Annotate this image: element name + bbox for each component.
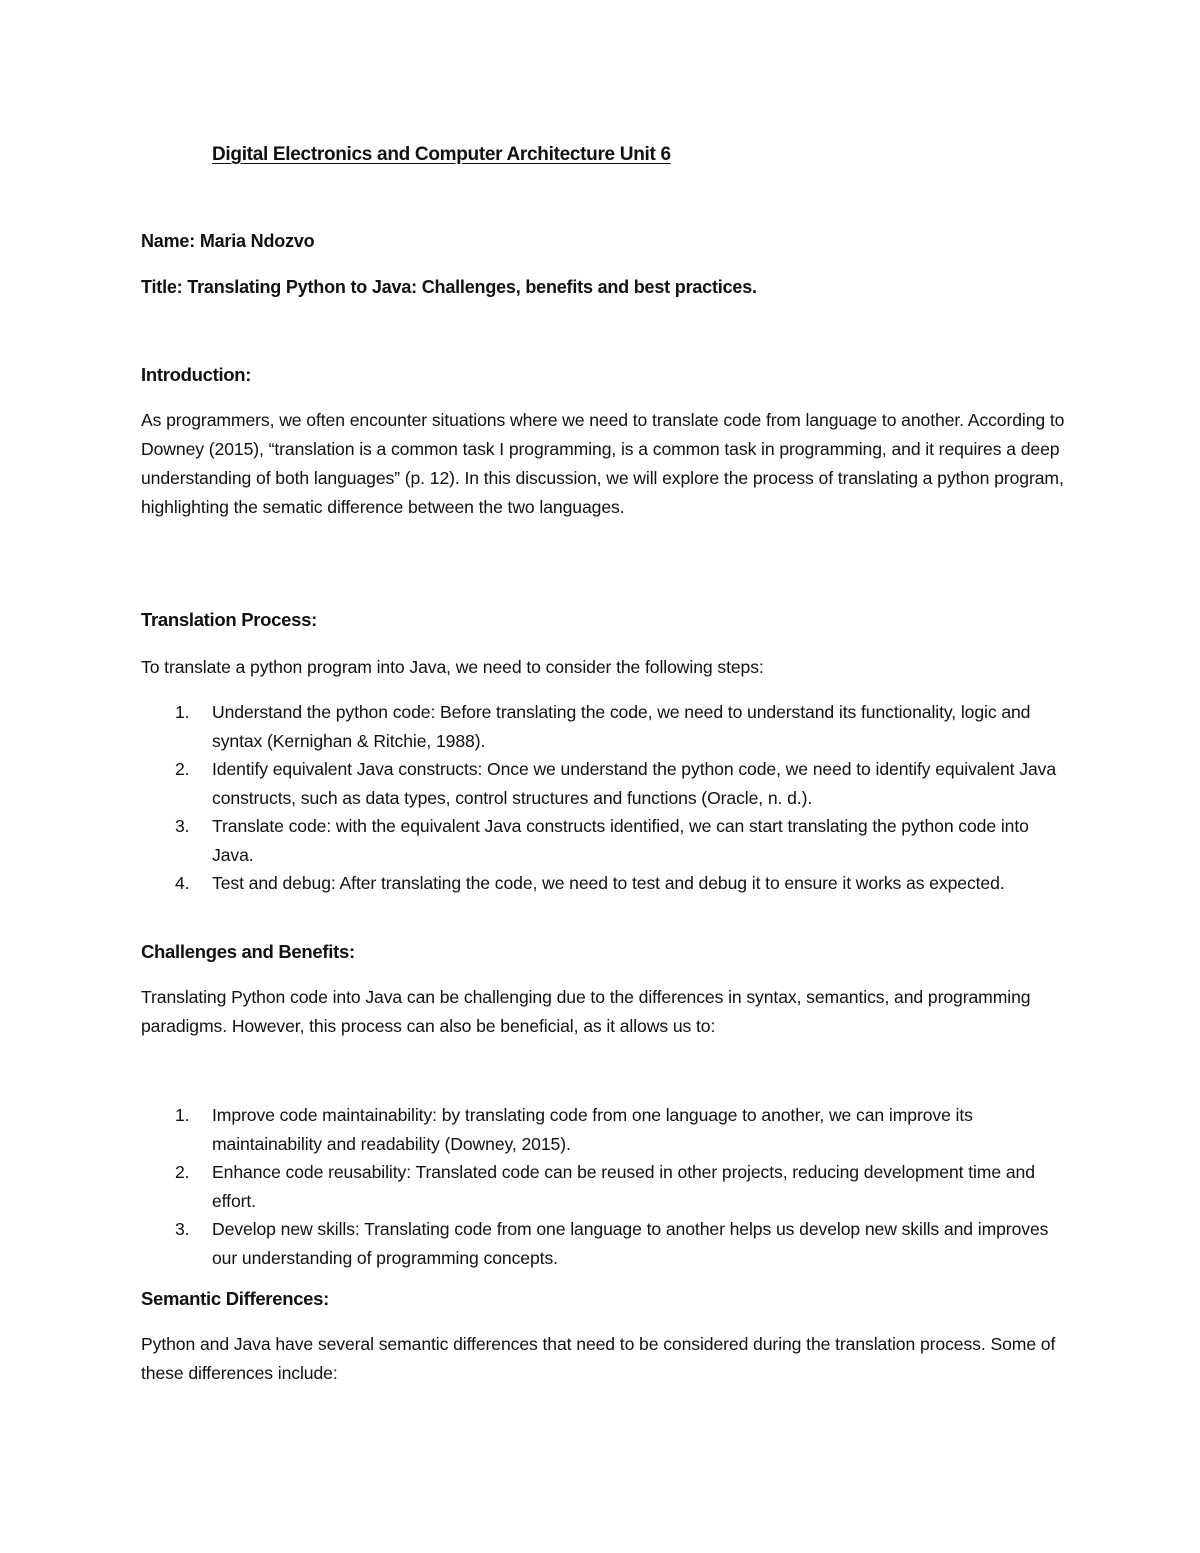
list-item-text: Test and debug: After translating the code, we need to test and debug it to ensure it works as expected. bbox=[212, 873, 1005, 893]
list-item-text: Identify equivalent Java constructs: Once we understand the python code, we need to identify equivalent Java constructs, such as data types, control structures and functions (Oracle, n. d.). bbox=[212, 759, 1057, 808]
list-item bbox=[141, 1101, 1061, 1158]
semantic-differences-intro: Python and Java have several semantic differences that need to be considered during the translation process. Some of these differences include: bbox=[141, 1334, 1056, 1383]
list-number: 3. bbox=[175, 1219, 190, 1239]
document-title: Digital Electronics and Computer Architecture Unit 6 bbox=[212, 144, 671, 165]
list-item-text: Enhance code reusability: Translated code can be reused in other projects, reducing development time and effort. bbox=[212, 1162, 1035, 1211]
list-item bbox=[141, 812, 1061, 869]
list-number: 2. bbox=[175, 759, 190, 779]
list-item-text: Translate code: with the equivalent Java constructs identified, we can start translating the python code into Java. bbox=[212, 816, 1029, 865]
list-item bbox=[141, 1215, 1061, 1272]
translation-steps-list bbox=[141, 698, 1061, 898]
list-number: 3. bbox=[175, 816, 190, 836]
list-item bbox=[141, 1158, 1061, 1215]
author-name: Name: Maria Ndozvo bbox=[141, 231, 315, 251]
translation-process-heading: Translation Process: bbox=[141, 609, 317, 630]
challenges-benefits-heading: Challenges and Benefits: bbox=[141, 941, 355, 962]
list-item-text: Improve code maintainability: by translating code from one language to another, we can improve its maintainability and readability (Downey, 2015). bbox=[212, 1105, 973, 1154]
list-number: 1. bbox=[175, 1105, 190, 1125]
semantic-differences-heading: Semantic Differences: bbox=[141, 1288, 330, 1309]
introduction-paragraph: As programmers, we often encounter situations where we need to translate code from language to another. According to Downey (2015), “translation is a common task I programming, is a common task in programming, and it requires a deep understanding of both languages” (p. 12). In this discussion, we will explore the process of translating a python program, highlighting the sematic difference between the two languages. bbox=[141, 410, 1065, 517]
list-item bbox=[141, 755, 1061, 812]
list-number: 2. bbox=[175, 1162, 190, 1182]
introduction-heading: Introduction: bbox=[141, 364, 252, 385]
benefits-list bbox=[141, 1101, 1061, 1272]
list-number: 1. bbox=[175, 702, 190, 722]
list-item bbox=[141, 698, 1061, 755]
challenges-benefits-intro: Translating Python code into Java can be challenging due to the differences in syntax, semantics, and programming paradigms. However, this process can also be beneficial, as it allows us to: bbox=[141, 987, 1031, 1036]
translation-process-intro: To translate a python program into Java, we need to consider the following steps: bbox=[141, 657, 764, 677]
paper-title: Title: Translating Python to Java: Challenges, benefits and best practices. bbox=[141, 277, 757, 297]
list-number: 4. bbox=[175, 873, 190, 893]
list-item bbox=[141, 869, 1061, 898]
list-item-text: Understand the python code: Before translating the code, we need to understand its functionality, logic and syntax (Kernighan & Ritchie, 1988). bbox=[212, 702, 1031, 751]
list-item-text: Develop new skills: Translating code from one language to another helps us develop new skills and improves our understanding of programming concepts. bbox=[212, 1219, 1049, 1268]
